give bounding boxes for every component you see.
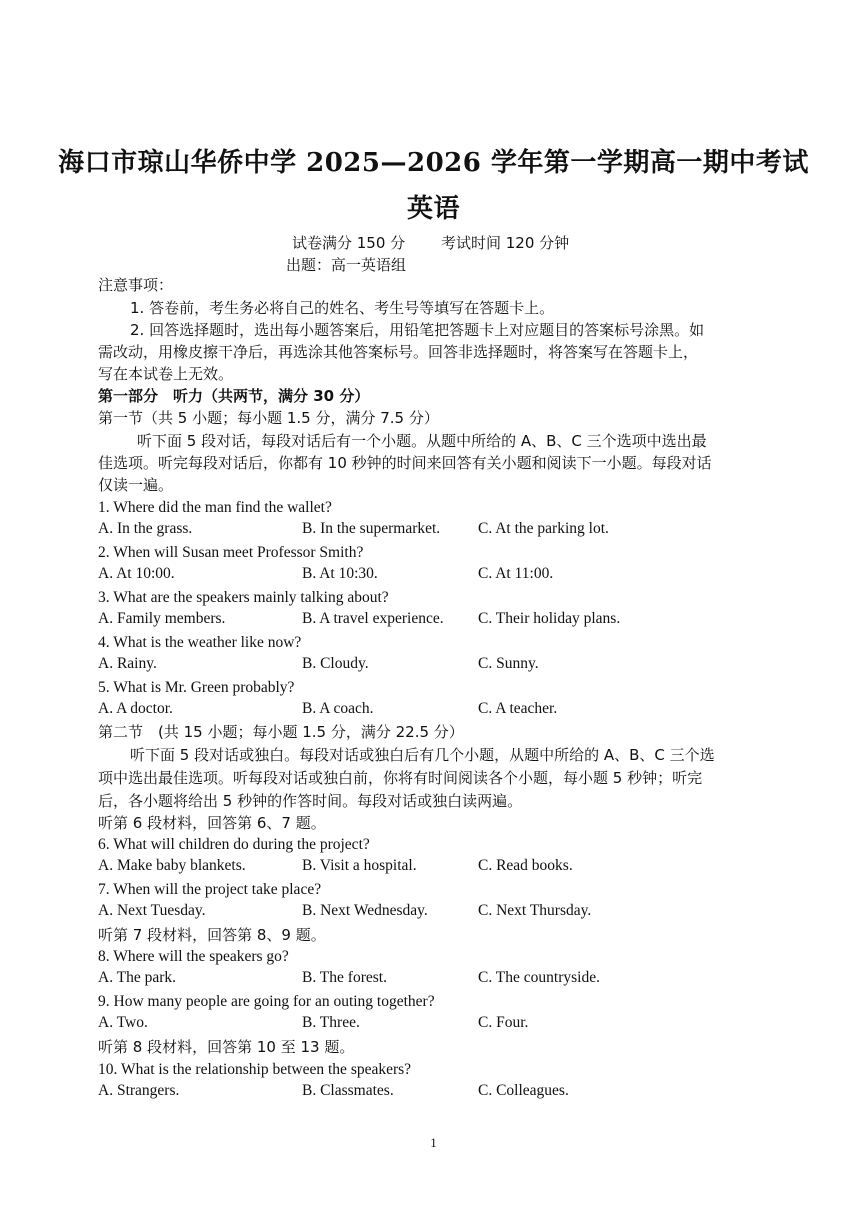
- question-5: 5. What is Mr. Green probably?: [98, 679, 295, 696]
- option-b: B. Three.: [302, 1014, 360, 1031]
- option-c: C. Next Thursday.: [478, 902, 592, 919]
- section2-heading: 第二节 (共 15 小题；每小题 1.5 分，满分 22.5 分）: [98, 723, 464, 741]
- option-c: C. Their holiday plans.: [478, 610, 621, 627]
- material-7-note: 听第 7 段材料，回答第 8、9 题。: [98, 926, 326, 944]
- section1-instructions-line-2: 佳选项。听完每段对话后，你都有 10 秒钟的时间来回答有关小题和阅读下一小题。每段对话: [98, 454, 712, 472]
- option-b: B. Classmates.: [302, 1082, 394, 1099]
- question-6: 6. What will children do during the project?: [98, 836, 370, 853]
- option-b: B. A coach.: [302, 700, 374, 717]
- option-c: C. Read books.: [478, 857, 573, 874]
- question-1: 1. Where did the man find the wallet?: [98, 499, 332, 516]
- option-a: A. Two.: [98, 1014, 148, 1031]
- notice-heading: 注意事项：: [98, 276, 174, 294]
- option-b: B. At 10:30.: [302, 565, 378, 582]
- author-info: 出题：高一英语组: [286, 256, 407, 274]
- time-info: 考试时间 120 分钟: [441, 234, 570, 252]
- option-c: C. A teacher.: [478, 700, 558, 717]
- option-a: A. A doctor.: [98, 700, 173, 717]
- question-10: 10. What is the relationship between the speakers?: [98, 1061, 412, 1078]
- option-a: A. At 10:00.: [98, 565, 175, 582]
- score-info: 试卷满分 150 分: [292, 234, 406, 252]
- option-c: C. The countryside.: [478, 969, 600, 986]
- question-3: 3. What are the speakers mainly talking about?: [98, 589, 389, 606]
- section1-instructions-line-3: 仅读一遍。: [98, 476, 174, 494]
- section2-instructions-line-2: 项中选出最佳选项。听每段对话或独白前，你将有时间阅读各个小题，每小题 5 秒钟；听完: [98, 769, 703, 787]
- option-a: A. Next Tuesday.: [98, 902, 206, 919]
- question-7: 7. When will the project take place?: [98, 881, 322, 898]
- exam-title: 海口市琼山华侨中学 2025—2026 学年第一学期高一期中考试: [58, 148, 809, 178]
- section2-instructions-line-3: 后，各小题将给出 5 秒钟的作答时间。每段对话或独白读两遍。: [98, 792, 523, 810]
- subject-title: 英语: [406, 194, 460, 224]
- option-a: A. Family members.: [98, 610, 226, 627]
- notice-item-2-line-2: 需改动，用橡皮擦干净后，再选涂其他答案标号。回答非选择题时，将答案写在答题卡上，: [98, 343, 699, 361]
- material-6-note: 听第 6 段材料，回答第 6、7 题。: [98, 814, 326, 832]
- option-b: B. The forest.: [302, 969, 387, 986]
- option-a: A. Strangers.: [98, 1082, 180, 1099]
- section2-instructions-line-1: 听下面 5 段对话或独白。每段对话或独白后有几个小题，从题中所给的 A、B、C 三个选: [130, 746, 715, 764]
- option-c: C. Sunny.: [478, 655, 539, 672]
- page-number: 1: [430, 1135, 437, 1150]
- option-b: B. Visit a hospital.: [302, 857, 417, 874]
- option-c: C. Four.: [478, 1014, 529, 1031]
- option-c: C. Colleagues.: [478, 1082, 569, 1099]
- question-2: 2. When will Susan meet Professor Smith?: [98, 544, 364, 561]
- option-b: B. Next Wednesday.: [302, 902, 428, 919]
- notice-item-2-line-1: 2. 回答选择题时，选出每小题答案后，用铅笔把答题卡上对应题目的答案标号涂黑。如: [130, 321, 705, 339]
- option-b: B. A travel experience.: [302, 610, 444, 627]
- option-c: C. At the parking lot.: [478, 520, 609, 537]
- question-4: 4. What is the weather like now?: [98, 634, 302, 651]
- option-a: A. Make baby blankets.: [98, 857, 246, 874]
- question-9: 9. How many people are going for an outing together?: [98, 993, 435, 1010]
- option-a: A. The park.: [98, 969, 177, 986]
- notice-item-1: 1. 答卷前，考生务必将自己的姓名、考生号等填写在答题卡上。: [130, 299, 555, 317]
- option-b: B. In the supermarket.: [302, 520, 441, 537]
- material-8-note: 听第 8 段材料，回答第 10 至 13 题。: [98, 1038, 355, 1056]
- part1-heading: 第一部分 听力（共两节，满分 30 分）: [98, 387, 370, 405]
- notice-item-2-line-3: 写在本试卷上无效。: [98, 365, 234, 383]
- option-c: C. At 11:00.: [478, 565, 554, 582]
- option-a: A. Rainy.: [98, 655, 157, 672]
- section1-heading: 第一节（共 5 小题；每小题 1.5 分，满分 7.5 分）: [98, 409, 439, 427]
- question-8: 8. Where will the speakers go?: [98, 948, 289, 965]
- option-a: A. In the grass.: [98, 520, 193, 537]
- section1-instructions-line-1: 听下面 5 段对话，每段对话后有一个小题。从题中所给的 A、B、C 三个选项中选出最: [137, 432, 707, 450]
- option-b: B. Cloudy.: [302, 655, 369, 672]
